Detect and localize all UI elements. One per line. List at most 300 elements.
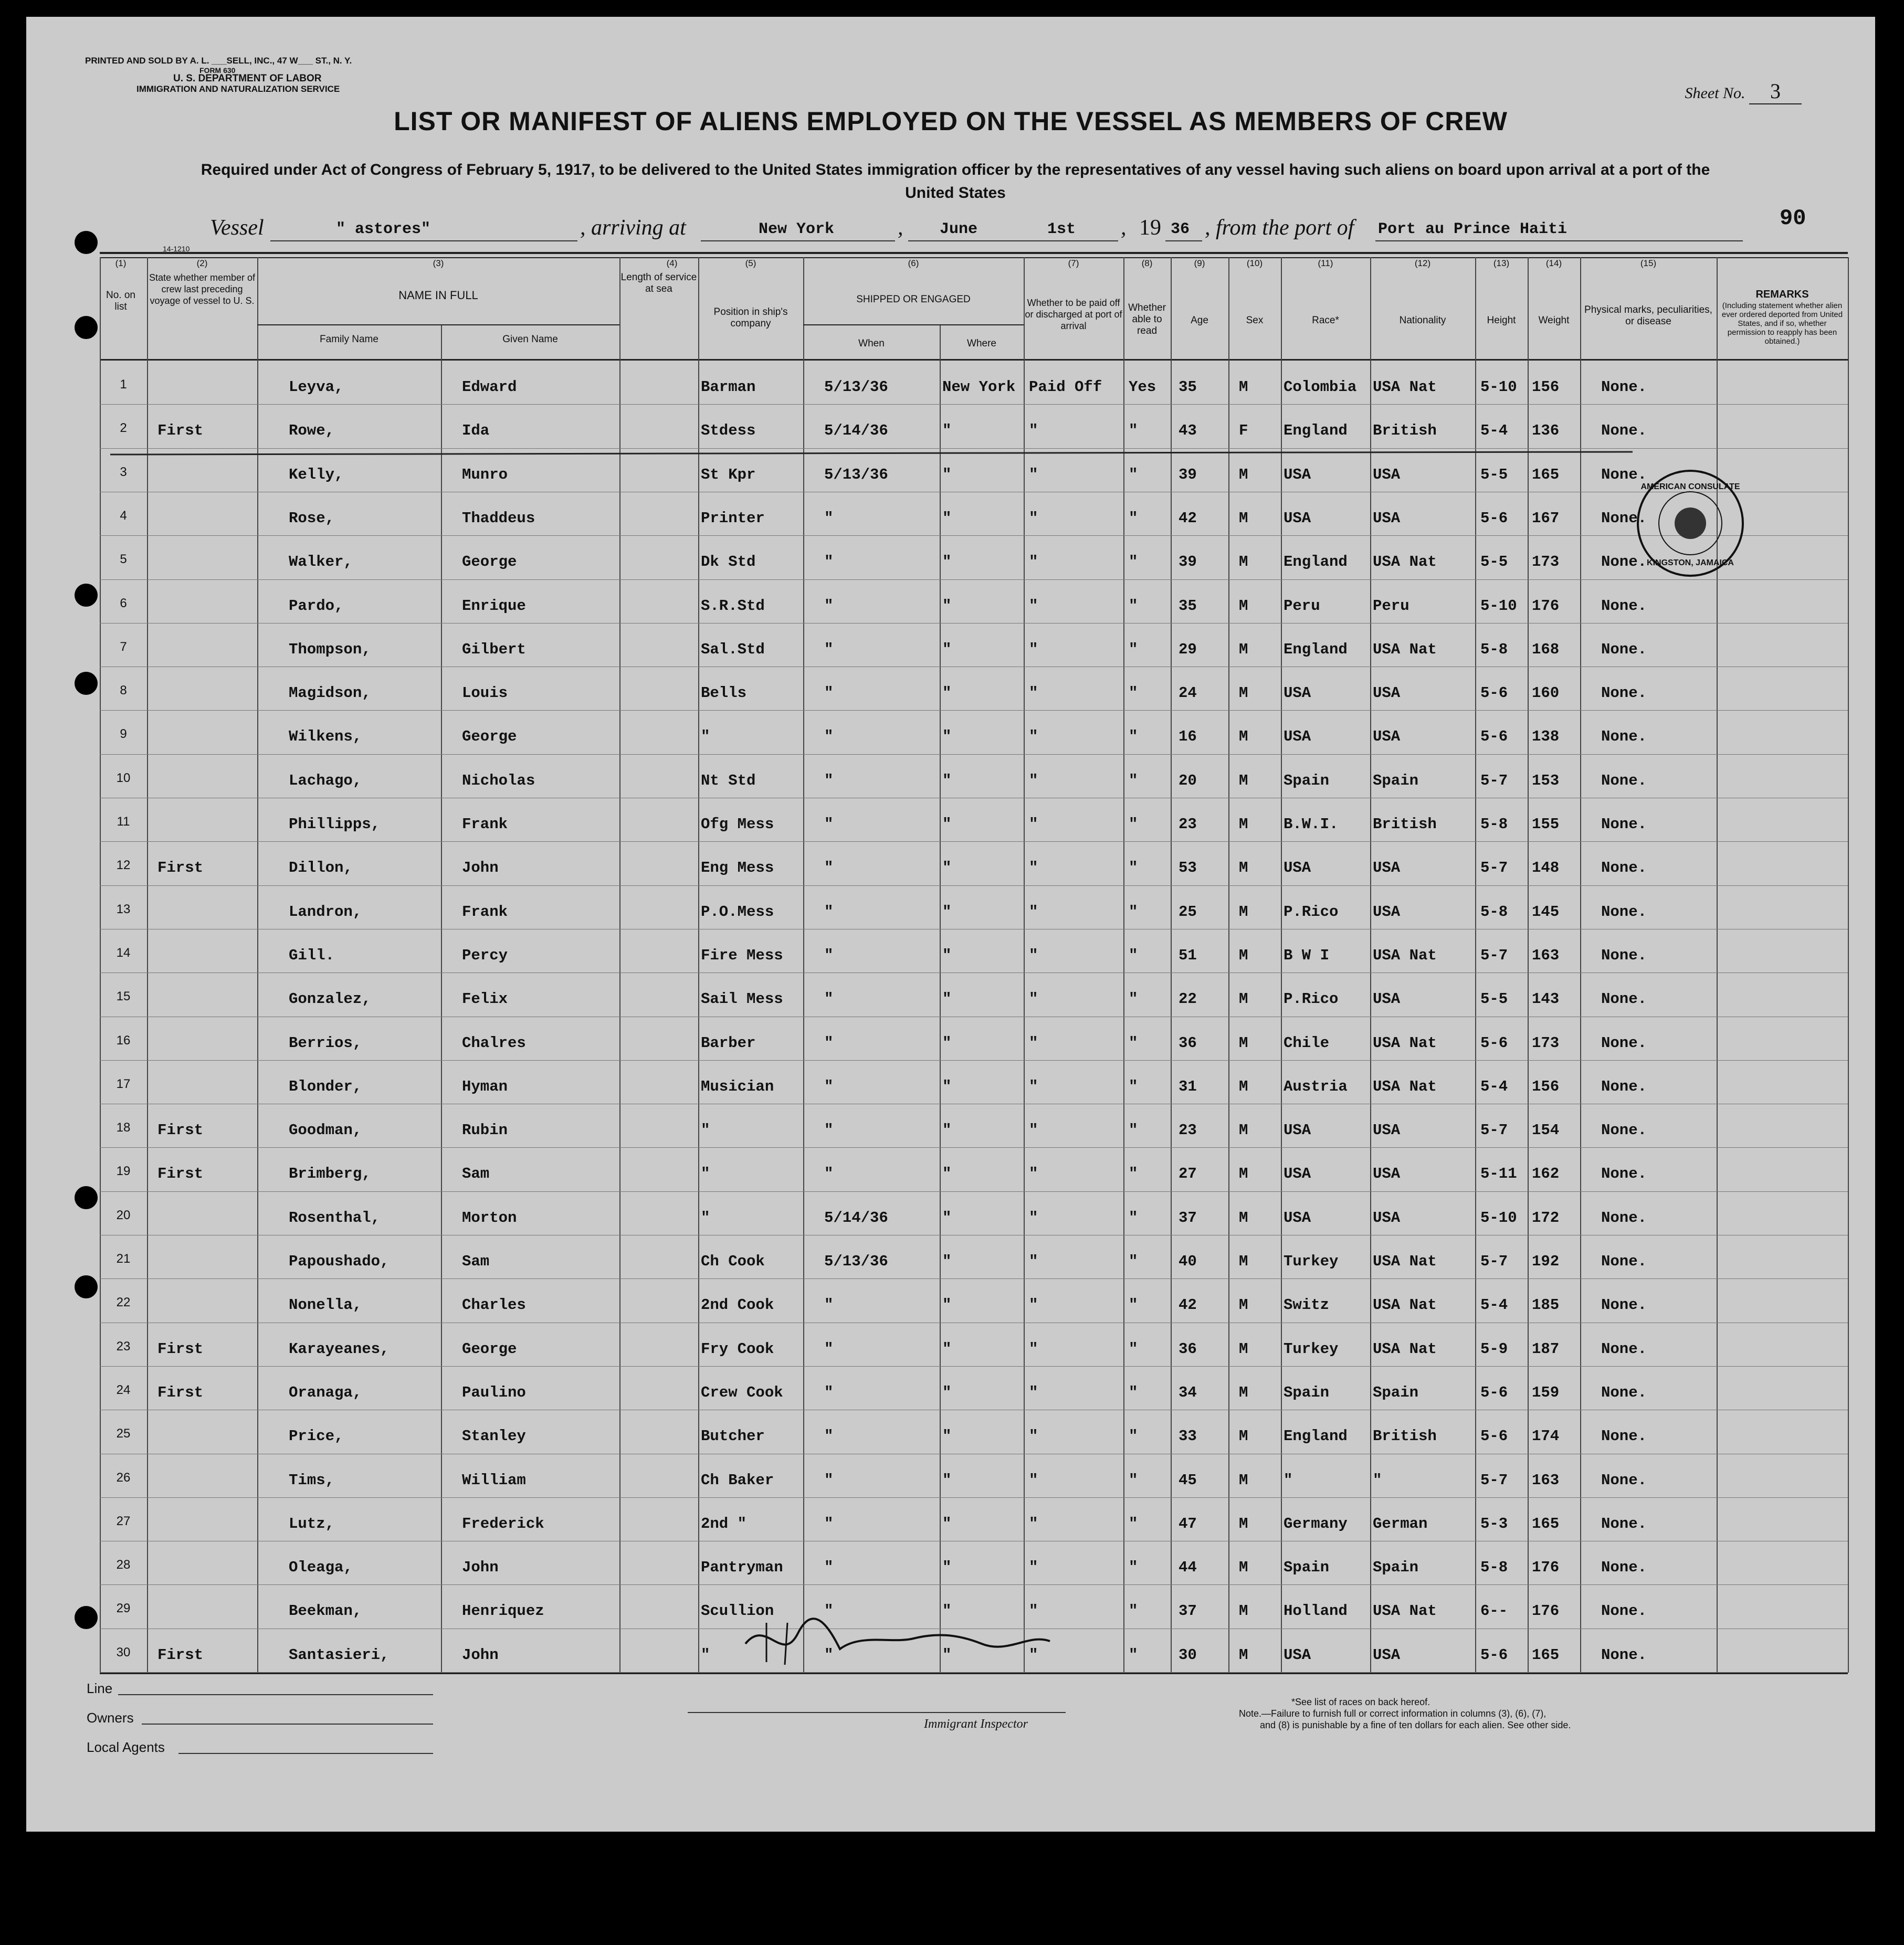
cell-where: " (942, 903, 952, 921)
cell-weight: 192 (1532, 1253, 1560, 1270)
cell-family: Oranaga, (289, 1384, 362, 1401)
cell-when: 5/13/36 (824, 378, 888, 396)
cell-weight: 153 (1532, 772, 1560, 789)
cell-height: 5-6 (1480, 1034, 1508, 1052)
cell-given: Charles (462, 1296, 526, 1314)
cell-family: Papoushado, (289, 1253, 390, 1270)
cell-age: 36 (1179, 1034, 1197, 1052)
row-number: 29 (116, 1601, 131, 1615)
cell-race: England (1284, 1428, 1348, 1445)
page-subtitle: Required under Act of Congress of February 5, 1917, to be delivered to the United States immigration officer by the representatives of any vessel having such aliens on board upon arrival at a port of the United States (201, 161, 1710, 202)
cell-read: " (1129, 597, 1138, 615)
cell-race: Turkey (1284, 1340, 1339, 1358)
column-rule (803, 257, 804, 1673)
row-number: 18 (116, 1121, 131, 1135)
cell-where: " (942, 1384, 952, 1401)
cell-where: " (942, 1122, 952, 1139)
cell-weight: 168 (1532, 641, 1560, 658)
cell-age: 35 (1179, 597, 1197, 615)
cell-nat: USA (1373, 903, 1401, 921)
agents-label: Local Agents (87, 1739, 165, 1755)
cell-age: 53 (1179, 859, 1197, 876)
cell-sex: F (1239, 422, 1248, 439)
cell-height: 5-3 (1480, 1515, 1508, 1532)
cell-height: 5-6 (1480, 1646, 1508, 1664)
row-number: 11 (117, 815, 130, 829)
cell-paid: " (1029, 903, 1038, 921)
cell-read: " (1129, 1428, 1138, 1445)
cell-age: 42 (1179, 1296, 1197, 1314)
cell-pos: Ch Cook (701, 1253, 765, 1270)
cell-marks: None. (1601, 1515, 1647, 1532)
cell-given: Frank (462, 903, 508, 921)
cell-paid: " (1029, 772, 1038, 789)
cell-age: 42 (1179, 510, 1197, 527)
cell-given: George (462, 1340, 517, 1358)
column-rule (940, 325, 941, 1673)
sheet-number: Sheet No. 3 (1685, 79, 1802, 104)
row-rule (100, 535, 1848, 536)
cell-where: " (942, 772, 952, 789)
cell-given: John (462, 1559, 499, 1576)
row-number: 8 (120, 683, 127, 697)
column-rule (698, 257, 699, 1673)
cell-pos: S.R.Std (701, 597, 765, 615)
races-note: *See list of races on back hereof. (1291, 1697, 1430, 1707)
cell-read: " (1129, 947, 1138, 964)
failure-note: Note.—Failure to furnish full or correct information in columns (3), (6), (7), (1239, 1708, 1547, 1719)
cell-nat: USA (1373, 990, 1401, 1008)
cell-where: " (942, 728, 952, 745)
cell-weight: 160 (1532, 684, 1560, 702)
cell-marks: None. (1601, 378, 1647, 396)
column-rule (1528, 257, 1529, 1673)
cell-read: Yes (1129, 378, 1156, 396)
cell-when: " (824, 1515, 834, 1532)
row-number: 15 (116, 989, 131, 1003)
cell-when: " (824, 816, 834, 833)
cell-nat: British (1373, 422, 1437, 439)
col-no: No. on list (106, 290, 135, 312)
row-rule (100, 1584, 1848, 1585)
cell-given: Enrique (462, 597, 526, 615)
cell-when: " (824, 1078, 834, 1095)
cell-height: 5-8 (1480, 816, 1508, 833)
cell-read: " (1129, 1646, 1138, 1664)
cell-pos: Pantryman (701, 1559, 783, 1576)
cell-given: Rubin (462, 1122, 508, 1139)
cell-race: Switz (1284, 1296, 1330, 1314)
row-rule (100, 579, 1848, 580)
cell-when: " (824, 728, 834, 745)
cell-when: " (824, 1602, 834, 1620)
cell-where: " (942, 1472, 952, 1489)
cell-given: Nicholas (462, 772, 535, 789)
column-rule (441, 325, 442, 1673)
cell-when: " (824, 553, 834, 570)
row-rule (100, 754, 1848, 755)
row-number: 12 (116, 858, 131, 872)
cell-weight: 187 (1532, 1340, 1560, 1358)
cell-sex: M (1239, 1165, 1248, 1182)
col-when: When (858, 338, 885, 349)
cell-age: 27 (1179, 1165, 1197, 1182)
cell-read: " (1129, 990, 1138, 1008)
sheet-number-value: 3 (1749, 79, 1802, 104)
col-given-name: Given Name (502, 334, 558, 345)
cell-given: Chalres (462, 1034, 526, 1052)
cell-race: Austria (1284, 1078, 1348, 1095)
strike-through-row-3 (110, 451, 1633, 455)
cell-race: USA (1284, 466, 1311, 483)
cell-age: 45 (1179, 1472, 1197, 1489)
form-number: FORM 630 (199, 66, 236, 75)
vessel-line: Vessel " astores" , arriving at New York , June 1st , 19 36 , from the port of Port au Prince Haiti (210, 215, 1837, 247)
cell-pos: Fry Cook (701, 1340, 774, 1358)
cell-read: " (1129, 422, 1138, 439)
cell-sex: M (1239, 903, 1248, 921)
row-number: 24 (116, 1383, 131, 1397)
page-number: 90 (1780, 206, 1806, 231)
cell-race: USA (1284, 684, 1311, 702)
cell-paid: " (1029, 859, 1038, 876)
row-number: 1 (120, 377, 127, 392)
column-rule (1123, 257, 1124, 1673)
col-shipped: SHIPPED OR ENGAGED (856, 294, 971, 305)
cell-height: 5-7 (1480, 772, 1508, 789)
column-rule (1228, 257, 1229, 1673)
binder-hole (75, 316, 98, 339)
cell-age: 31 (1179, 1078, 1197, 1095)
col-name: NAME IN FULL (398, 289, 478, 302)
cell-read: " (1129, 1472, 1138, 1489)
cell-race: USA (1284, 510, 1311, 527)
cell-weight: 159 (1532, 1384, 1560, 1401)
cell-sex: M (1239, 597, 1248, 615)
cell-family: Tims, (289, 1472, 335, 1489)
cell-height: 5-6 (1480, 684, 1508, 702)
cell-age: 43 (1179, 422, 1197, 439)
cell-read: " (1129, 1165, 1138, 1182)
cell-height: 5-6 (1480, 1428, 1508, 1445)
cell-marks: None. (1601, 1296, 1647, 1314)
cell-family: Lachago, (289, 772, 362, 789)
table-top-rule (100, 252, 1848, 254)
cell-height: 5-8 (1480, 903, 1508, 921)
cell-nat: British (1373, 816, 1437, 833)
cell-race: Spain (1284, 1384, 1330, 1401)
col-remarks-note: (Including statement whether alien ever ordered deported from United States, and if so, whether permission to reapply has been obtained.) (1721, 301, 1843, 346)
cell-age: 24 (1179, 684, 1197, 702)
cell-where: " (942, 947, 952, 964)
cell-age: 33 (1179, 1428, 1197, 1445)
row-rule (100, 1366, 1848, 1367)
cell-pos: Dk Std (701, 553, 756, 570)
cell-weight: 156 (1532, 378, 1560, 396)
cell-pos: Stdess (701, 422, 756, 439)
cell-where: " (942, 466, 952, 483)
cell-prev: First (157, 1646, 204, 1664)
cell-read: " (1129, 772, 1138, 789)
cell-when: " (824, 1122, 834, 1139)
cell-when: " (824, 597, 834, 615)
cell-weight: 176 (1532, 597, 1560, 615)
cell-nat: USA (1373, 1165, 1401, 1182)
cell-paid: " (1029, 1428, 1038, 1445)
cell-marks: None. (1601, 553, 1647, 570)
cell-nat: USA Nat (1373, 1253, 1437, 1270)
row-number: 25 (116, 1426, 131, 1441)
cell-weight: 162 (1532, 1165, 1560, 1182)
col-where: Where (967, 338, 996, 349)
row-rule (100, 710, 1848, 711)
row-rule (100, 1278, 1848, 1279)
cell-where: " (942, 990, 952, 1008)
cell-read: " (1129, 816, 1138, 833)
cell-marks: None. (1601, 466, 1647, 483)
cell-height: 5-7 (1480, 1472, 1508, 1489)
cell-pos: Butcher (701, 1428, 765, 1445)
cell-age: 22 (1179, 990, 1197, 1008)
cell-race: B W I (1284, 947, 1330, 964)
cell-where: " (942, 859, 952, 876)
cell-marks: None. (1601, 597, 1647, 615)
cell-age: 35 (1179, 378, 1197, 396)
cell-nat: USA Nat (1373, 1034, 1437, 1052)
cell-pos: Ch Baker (701, 1472, 774, 1489)
cell-nat: Peru (1373, 597, 1409, 615)
cell-marks: None. (1601, 903, 1647, 921)
cell-where: " (942, 553, 952, 570)
cell-paid: " (1029, 1165, 1038, 1182)
cell-paid: " (1029, 947, 1038, 964)
stamp-text-bottom: KINGSTON, JAMAICA (1647, 558, 1734, 567)
cell-family: Rose, (289, 510, 335, 527)
cell-race: Spain (1284, 772, 1330, 789)
cell-race: USA (1284, 728, 1311, 745)
cell-where: " (942, 1034, 952, 1052)
cell-height: 5-7 (1480, 1122, 1508, 1139)
binder-hole (75, 1186, 98, 1209)
cell-pos: Printer (701, 510, 765, 527)
cell-marks: None. (1601, 1472, 1647, 1489)
cell-weight: 165 (1532, 1515, 1560, 1532)
cell-given: Ida (462, 422, 490, 439)
cell-marks: None. (1601, 816, 1647, 833)
cell-given: William (462, 1472, 526, 1489)
cell-family: Thompson, (289, 641, 371, 658)
cell-race: England (1284, 553, 1348, 570)
cell-read: " (1129, 1602, 1138, 1620)
cell-height: 5-7 (1480, 1253, 1508, 1270)
column-rule (1580, 257, 1581, 1673)
cell-height: 5-5 (1480, 466, 1508, 483)
row-number: 28 (116, 1558, 131, 1572)
cell-weight: 185 (1532, 1296, 1560, 1314)
cell-given: Percy (462, 947, 508, 964)
cell-height: 5-6 (1480, 728, 1508, 745)
col-physical-marks: Physical marks, peculiarities, or disease (1584, 304, 1712, 327)
cell-family: Oleaga, (289, 1559, 353, 1576)
cell-paid: " (1029, 990, 1038, 1008)
row-number: 3 (120, 465, 127, 479)
cell-weight: 156 (1532, 1078, 1560, 1095)
row-number: 17 (116, 1077, 131, 1091)
cell-pos: Sal.Std (701, 641, 765, 658)
header-bottom-rule (100, 359, 1848, 361)
cell-nat: USA Nat (1373, 947, 1437, 964)
cell-pos: " (701, 1209, 710, 1227)
row-number: 7 (120, 640, 127, 654)
cell-marks: None. (1601, 1602, 1647, 1620)
cell-nat: USA (1373, 510, 1401, 527)
cell-when: " (824, 1296, 834, 1314)
cell-age: 23 (1179, 1122, 1197, 1139)
cell-pos: 2nd Cook (701, 1296, 774, 1314)
cell-where: " (942, 1296, 952, 1314)
cell-pos: Bells (701, 684, 747, 702)
cell-age: 23 (1179, 816, 1197, 833)
cell-given: Morton (462, 1209, 517, 1227)
cell-paid: " (1029, 1078, 1038, 1095)
arrival-month: June (940, 220, 978, 238)
cell-family: Karayeanes, (289, 1340, 390, 1358)
cell-weight: 163 (1532, 947, 1560, 964)
cell-where: " (942, 1165, 952, 1182)
row-number: 10 (116, 771, 131, 785)
cell-height: 5-10 (1480, 1209, 1517, 1227)
col-race: Race* (1312, 315, 1339, 326)
cell-nat: USA (1373, 1646, 1401, 1664)
cell-family: Wilkens, (289, 728, 362, 745)
cell-family: Dillon, (289, 859, 353, 876)
cell-weight: 165 (1532, 1646, 1560, 1664)
cell-weight: 148 (1532, 859, 1560, 876)
cell-given: John (462, 1646, 499, 1664)
col-nationality: Nationality (1399, 315, 1446, 326)
cell-marks: None. (1601, 947, 1647, 964)
cell-sex: M (1239, 990, 1248, 1008)
row-rule (100, 404, 1848, 405)
row-number: 13 (116, 902, 131, 916)
cell-marks: None. (1601, 1122, 1647, 1139)
cell-marks: None. (1601, 422, 1647, 439)
cell-pos: Crew Cook (701, 1384, 783, 1401)
cell-nat: Spain (1373, 1559, 1419, 1576)
cell-when: " (824, 1646, 834, 1664)
cell-weight: 136 (1532, 422, 1560, 439)
cell-when: 5/14/36 (824, 1209, 888, 1227)
cell-height: 5-10 (1480, 378, 1517, 396)
cell-race: Turkey (1284, 1253, 1339, 1270)
row-number: 5 (120, 552, 127, 566)
cell-nat: USA (1373, 466, 1401, 483)
cell-race: Chile (1284, 1034, 1330, 1052)
cell-when: " (824, 903, 834, 921)
cell-given: Louis (462, 684, 508, 702)
column-rule (1848, 257, 1849, 1673)
cell-sex: M (1239, 728, 1248, 745)
cell-read: " (1129, 1559, 1138, 1576)
row-rule (100, 1060, 1848, 1061)
cell-marks: None. (1601, 1209, 1647, 1227)
cell-height: 5-7 (1480, 859, 1508, 876)
cell-height: 5-5 (1480, 553, 1508, 570)
cell-where: " (942, 684, 952, 702)
cell-prev: First (157, 859, 204, 876)
binder-hole (75, 1275, 98, 1298)
row-number: 26 (116, 1471, 131, 1485)
col-family-name: Family Name (320, 334, 378, 345)
binder-hole (75, 584, 98, 607)
cell-family: Kelly, (289, 466, 344, 483)
cell-family: Landron, (289, 903, 362, 921)
cell-where: " (942, 1559, 952, 1576)
row-number: 22 (116, 1295, 131, 1309)
cell-read: " (1129, 1209, 1138, 1227)
cell-where: " (942, 641, 952, 658)
cell-where: " (942, 1078, 952, 1095)
cell-weight: 138 (1532, 728, 1560, 745)
cell-paid: " (1029, 1559, 1038, 1576)
cell-read: " (1129, 466, 1138, 483)
cell-marks: None. (1601, 772, 1647, 789)
cell-nat: German (1373, 1515, 1428, 1532)
cell-race: Holland (1284, 1602, 1348, 1620)
cell-nat: USA Nat (1373, 1296, 1437, 1314)
cell-where: " (942, 1602, 952, 1620)
cell-nat: British (1373, 1428, 1437, 1445)
cell-read: " (1129, 641, 1138, 658)
cell-when: " (824, 1472, 834, 1489)
cell-height: 5-6 (1480, 1384, 1508, 1401)
cell-weight: 163 (1532, 1472, 1560, 1489)
cell-when: " (824, 1559, 834, 1576)
cell-pos: P.O.Mess (701, 903, 774, 921)
cell-pos: " (701, 1646, 710, 1664)
cell-marks: None. (1601, 1034, 1647, 1052)
cell-paid: " (1029, 1602, 1038, 1620)
cell-sex: M (1239, 1340, 1248, 1358)
cell-given: Felix (462, 990, 508, 1008)
cell-prev: First (157, 422, 204, 439)
owners-label: Owners (87, 1710, 134, 1726)
cell-paid: " (1029, 553, 1038, 570)
cell-age: 44 (1179, 1559, 1197, 1576)
cell-paid: " (1029, 1253, 1038, 1270)
cell-paid: Paid Off (1029, 378, 1102, 396)
cell-marks: None. (1601, 1340, 1647, 1358)
column-rule (1171, 257, 1172, 1673)
form-code: 14-1210 (163, 245, 190, 253)
cell-race: USA (1284, 1209, 1311, 1227)
cell-where: " (942, 510, 952, 527)
cell-age: 39 (1179, 553, 1197, 570)
cell-height: 5-8 (1480, 1559, 1508, 1576)
cell-race: P.Rico (1284, 903, 1339, 921)
cell-sex: M (1239, 1253, 1248, 1270)
cell-read: " (1129, 684, 1138, 702)
cell-sex: M (1239, 641, 1248, 658)
cell-nat: USA Nat (1373, 1340, 1437, 1358)
cell-where: " (942, 1515, 952, 1532)
cell-age: 47 (1179, 1515, 1197, 1532)
cell-age: 40 (1179, 1253, 1197, 1270)
col-remarks: REMARKS (1755, 289, 1809, 300)
cell-pos: " (701, 728, 710, 745)
printer-line: PRINTED AND SOLD BY A. L. ___SELL, INC., 47 W___ ST., N. Y. (85, 56, 352, 66)
cell-weight: 145 (1532, 903, 1560, 921)
